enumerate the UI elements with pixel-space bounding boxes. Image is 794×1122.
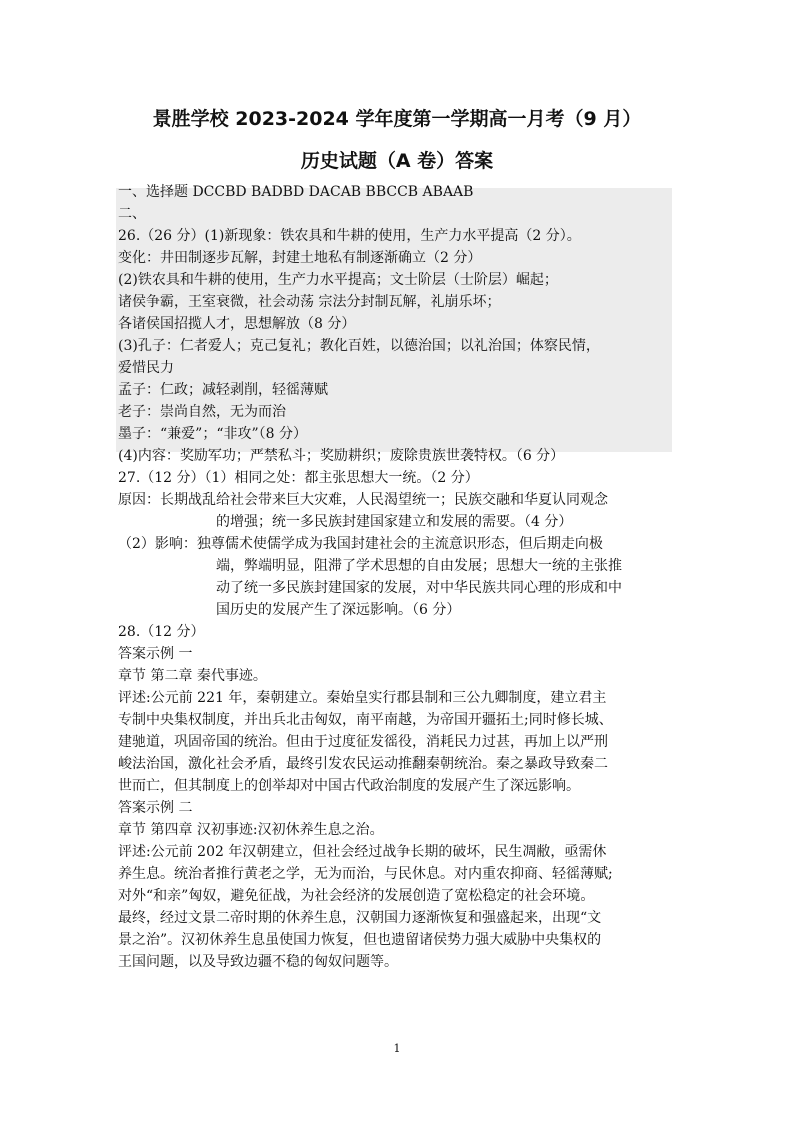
- text-line: 原因：长期战乱给社会带来巨大灾难，人民渴望统一；民族交融和华夏认同观念: [118, 492, 608, 508]
- text-line: 国历史的发展产生了深远影响。（6 分）: [216, 602, 461, 618]
- text-line: 27.（12 分）（1）相同之处：都主张思想大一统。（2 分）: [118, 470, 479, 486]
- text-line: （2）影响：独尊儒术使儒学成为我国封建社会的主流意识形态，但后期走向极: [118, 536, 603, 552]
- text-line: 动了统一多民族封建国家的发展，对中华民族共同心理的形成和中: [216, 580, 622, 596]
- text-line: 建驰道，巩固帝国的统治。但由于过度征发徭役，消耗民力过甚，再加上以严刑: [118, 734, 608, 750]
- text-line: 诸侯争霸，王室衰微，社会动荡 宗法分封制瓦解，礼崩乐坏；: [118, 294, 501, 310]
- text-line: 答案示例 一: [118, 646, 193, 662]
- text-line: 评述:公元前 221 年，秦朝建立。秦始皇实行郡县制和三公九卿制度，建立君主: [118, 690, 607, 706]
- text-line: 老子：崇尚自然，无为而治: [118, 404, 286, 420]
- exam-title: 景胜学校 2023-2024 学年度第一学期高一月考（9 月）: [152, 108, 642, 130]
- text-line: 章节 第二章 秦代事迹。: [118, 668, 267, 684]
- text-line: 专制中央集权制度，并出兵北击匈奴，南平南越，为帝国开疆拓土;同时修长城、: [118, 712, 613, 728]
- text-line: 评述:公元前 202 年汉朝建立，但社会经过战争长期的破坏，民生凋敝，亟需休: [118, 844, 607, 860]
- text-line: 二、: [118, 206, 146, 222]
- text-line: (4)内容：奖励军功；严禁私斗；奖励耕织；废除贵族世袭特权。（6 分）: [118, 448, 565, 464]
- text-line: 孟子：仁政；减轻剥削，轻徭薄赋: [118, 382, 328, 398]
- text-line: 端，弊端明显，阻滞了学术思想的自由发展；思想大一统的主张推: [216, 558, 622, 574]
- text-line: 答案示例 二: [118, 800, 193, 816]
- text-line: 26.（26 分）(1)新现象：铁农具和牛耕的使用，生产力水平提高（2 分）。: [118, 228, 581, 244]
- text-line: 爱惜民力: [118, 360, 174, 376]
- text-line: 对外“和亲”匈奴，避免征战，为社会经济的发展创造了宽松稳定的社会环境。: [118, 888, 595, 904]
- text-line: 的增强；统一多民族封建国家建立和发展的需要。（4 分）: [216, 514, 573, 530]
- text-line: 最终，经过文景二帝时期的休养生息，汉朝国力逐渐恢复和强盛起来，出现“文: [118, 910, 602, 926]
- text-line: 景之治”。汉初休养生息虽使国力恢复，但也遗留诸侯势力强大威胁中央集权的: [118, 932, 602, 948]
- text-line: 变化：井田制逐步瓦解，封建土地私有制逐渐确立（2 分）: [118, 250, 482, 266]
- text-line: 世而亡，但其制度上的创举却对中国古代政治制度的发展产生了深远影响。: [118, 778, 580, 794]
- text-line: 各诸侯国招揽人才，思想解放（8 分）: [118, 316, 356, 332]
- text-line: 墨子：“兼爱”；“非攻”（8 分）: [118, 426, 307, 442]
- text-line: 王国问题，以及导致边疆不稳的匈奴问题等。: [118, 954, 398, 970]
- text-line: (3)孔子：仁者爱人；克己复礼；教化百姓，以德治国；以礼治国；体察民情，: [118, 338, 600, 354]
- text-line: 一、选择题 DCCBD BADBD DACAB BBCCB ABAAB: [118, 184, 474, 200]
- text-line: 峻法治国，激化社会矛盾，最终引发农民运动推翻秦朝统治。秦之暴政导致秦二: [118, 756, 608, 772]
- page-number: 1: [393, 1042, 401, 1055]
- answer-title: 历史试题（A 卷）答案: [300, 150, 494, 172]
- text-line: 章节 第四章 汉初事迹:汉初休养生息之治。: [118, 822, 384, 838]
- text-line: (2)铁农具和牛耕的使用，生产力水平提高；文士阶层（士阶层）崛起；: [118, 272, 558, 288]
- text-line: 养生息。统治者推行黄老之学，无为而治，与民休息。对内重农抑商、轻徭薄赋;: [118, 866, 613, 882]
- text-line: 28.（12 分）: [118, 624, 205, 640]
